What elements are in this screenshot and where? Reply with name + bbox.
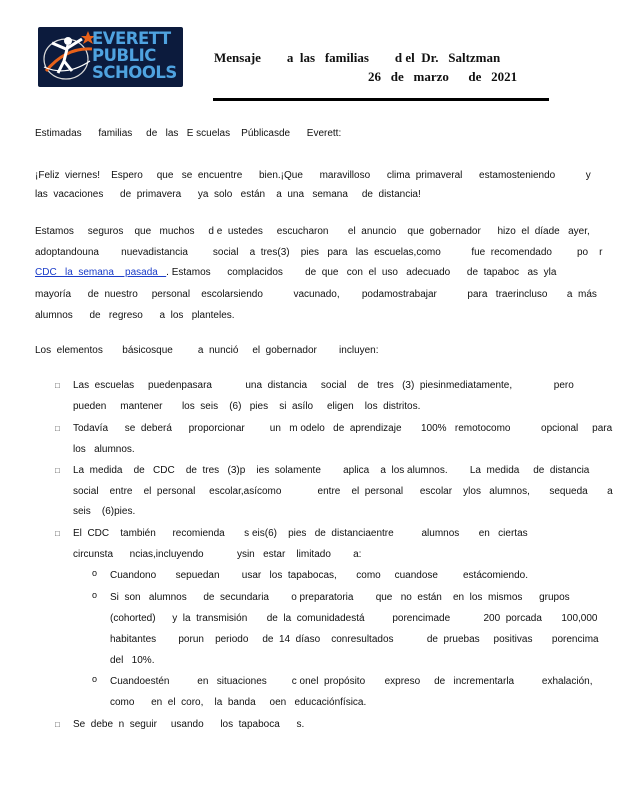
bullet-square-icon: □	[55, 720, 60, 729]
sub-bullet-2-line-1: Si son alumnos de secundaria o preparatoria que no están en los mismos grupos	[110, 592, 570, 603]
bullet-3-line-2: social entre el personal escolar,asícomo entre el personal escolar ylos alumnos, sequeda a	[73, 486, 613, 497]
district-logo	[38, 27, 183, 87]
paragraph-2-line-5: alumnos de regreso a los planteles.	[35, 310, 235, 321]
bullet-5-line-1: Se debe n seguir usando los tapaboca s.	[73, 719, 305, 730]
paragraph-2-line-2: adoptandouna nuevadistancia social a tres(3) pies para las escuelas,como fue recomendado po r	[35, 247, 603, 258]
sub-bullet-1-line-1: Cuandono sepuedan usar los tapabocas, como cuandose estácomiendo.	[110, 570, 529, 581]
sub-bullet-circle-icon: o	[92, 568, 98, 578]
bullet-1-line-2: pueden mantener los seis (6) pies si asílo eligen los distritos.	[73, 401, 421, 412]
sub-bullet-3-line-1: Cuandoestén en situaciones c onel propósito expreso de incrementarla exhalación,	[110, 676, 593, 687]
sub-bullet-circle-icon: o	[92, 674, 98, 684]
bullet-square-icon: □	[55, 381, 60, 390]
sub-bullet-circle-icon: o	[92, 590, 98, 600]
sub-bullet-3-line-2: como en el coro, la banda oen educaciónfísica.	[110, 697, 367, 708]
paragraph-1-line-1: ¡Feliz viernes! Espero que se encuentre bien.¡Que maravilloso clima primaveral estamosteniendo y	[35, 170, 591, 181]
sub-bullet-2-line-4: del 10%.	[110, 655, 155, 666]
bullet-1-line-1: Las escuelas puedenpasara una distancia social de tres (3) piesinmediatamente, pero	[73, 380, 574, 391]
header-rule	[213, 98, 549, 101]
logo-line-2: PUBLIC	[92, 46, 156, 65]
cdc-link[interactable]: CDC la semana pasada	[35, 267, 167, 278]
logo-line-1: EVERETT	[92, 29, 171, 48]
bullet-3-line-3: seis (6)pies.	[73, 506, 136, 517]
bullet-2-line-2: los alumnos.	[73, 444, 135, 455]
paragraph-3: Los elementos básicosque a nunció el gobernador incluyen:	[35, 345, 379, 356]
sub-bullet-2-line-2: (cohorted) y la transmisión de la comunidadestá porencimade 200 porcada 100,000	[110, 613, 598, 624]
salutation: Estimadas familias de las E scuelas Públicasde Everett:	[35, 128, 342, 139]
bullet-4-line-1: El CDC también recomienda s eis(6) pies de distanciaentre alumnos en ciertas	[73, 528, 528, 539]
sub-bullet-2-line-3: habitantes porun periodo de 14 díaso conresultados de pruebas positivas porencima	[110, 634, 599, 645]
paragraph-2-line-3-text: . Estamos complacidos de que con el uso adecuado de tapaboc as yla	[166, 267, 557, 278]
globe-figure-icon	[38, 27, 98, 87]
paragraph-2-line-3	[35, 263, 583, 282]
bullet-3-line-1: La medida de CDC de tres (3)p ies solamente aplica a los alumnos. La medida de distancia	[73, 465, 590, 476]
bullet-square-icon: □	[55, 424, 60, 433]
paragraph-1-line-2: las vacaciones de primavera ya solo están a una semana de distancia!	[35, 189, 421, 200]
bullet-2-line-1: Todavía se deberá proporcionar un m odelo de aprendizaje 100% remotocomo opcional para	[73, 423, 613, 434]
paragraph-2-line-4: mayoría de nuestro personal escolarsiendo vacunado, podamostrabajar para traerincluso a más	[35, 289, 597, 300]
paragraph-2-line-1: Estamos seguros que muchos d e ustedes escucharon el anuncio que gobernador hizo el díade ayer,	[35, 226, 590, 237]
letter-date: 26 de marzo de 2021	[368, 69, 518, 84]
logo-line-3: SCHOOLS	[92, 63, 177, 82]
bullet-square-icon: □	[55, 529, 60, 538]
bullet-4-line-2: circunsta ncias,incluyendo ysin estar limitado a:	[73, 549, 362, 560]
bullet-square-icon: □	[55, 466, 60, 475]
letter-title: Mensaje a las familias d el Dr. Saltzman	[214, 50, 501, 65]
logo-wordmark	[92, 30, 177, 81]
